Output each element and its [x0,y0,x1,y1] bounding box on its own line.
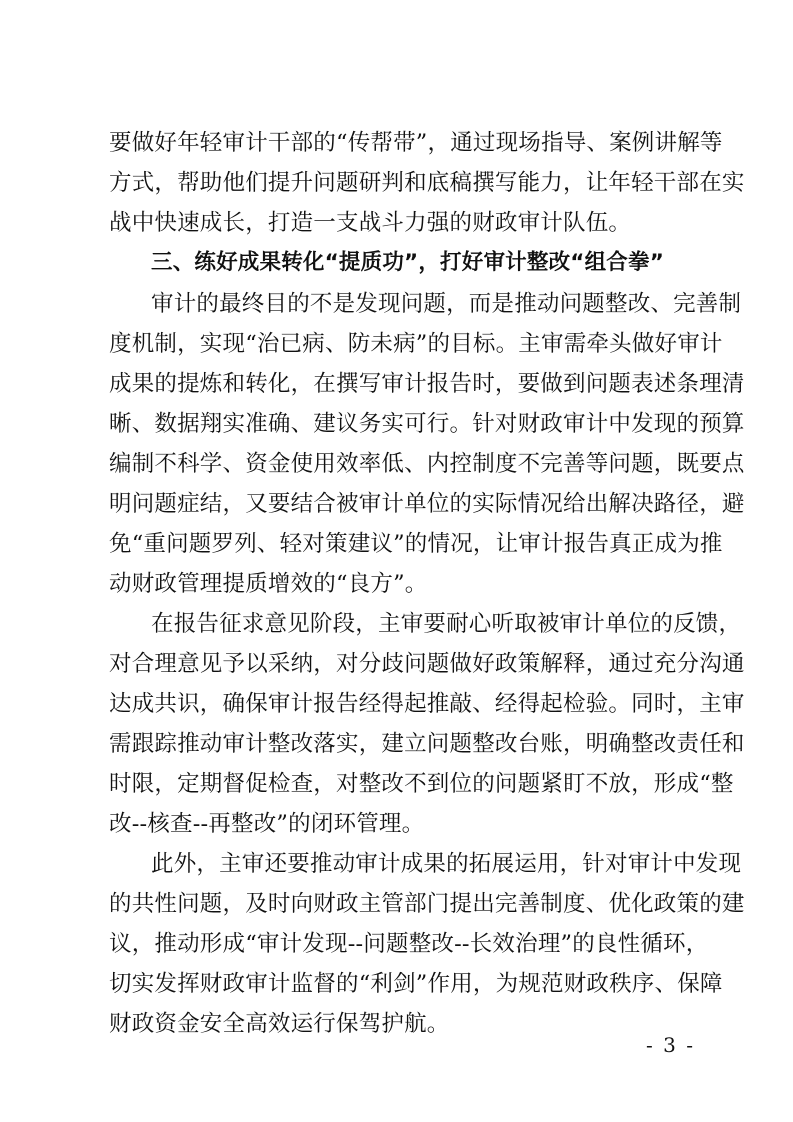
text-line: 要做好年轻审计干部的“传帮带”，通过现场指导、案例讲解等 [109,130,723,156]
text-line: 的共性问题，及时向财政主管部门提出完善制度、优化政策的建 [109,891,745,917]
page-number: - 3 - [646,1033,695,1057]
text-line: 切实发挥财政审计监督的“利剑”作用，为规范财政秩序、保障 [109,971,723,997]
text-line: 方式，帮助他们提升问题研判和底稿撰写能力，让年轻干部在实 [109,170,745,196]
text-line: 财政资金安全高效运行保驾护航。 [109,1011,450,1037]
text-line: 晰、数据翔实准确、建议务实可行。针对财政审计中发现的预算 [109,411,745,437]
text-line: 对合理意见予以采纳，对分歧问题做好政策解释，通过充分沟通 [109,651,745,677]
text-line: 成果的提炼和转化，在撰写审计报告时，要做到问题表述条理清 [109,371,745,397]
text-line: 明问题症结，又要结合被审计单位的实际情况给出解决路径，避 [109,491,745,517]
text-line: 此外，主审还要推动审计成果的拓展运用，针对审计中发现 [151,851,742,877]
text-line: 议，推动形成“审计发现--问题整改--长效治理”的良性循环， [109,931,709,957]
text-line: 改--核查--再整改”的闭环管理。 [109,811,425,837]
text-line: 时限，定期督促检查，对整改不到位的问题紧盯不放，形成“整 [109,771,734,797]
section-heading: 三、练好成果转化“提质功”，打好审计整改“组合拳” [151,250,665,275]
text-line: 审计的最终目的不是发现问题，而是推动问题整改、完善制 [151,291,742,317]
text-line: 需跟踪推动审计整改落实，建立问题整改台账，明确整改责任和 [109,731,745,757]
text-line: 免“重问题罗列、轻对策建议”的情况，让审计报告真正成为推 [109,531,723,557]
text-line: 度机制，实现“治已病、防未病”的目标。主审需牵头做好审计 [109,331,723,357]
text-line: 在报告征求意见阶段，主审要耐心听取被审计单位的反馈， [151,611,742,637]
text-line: 战中快速成长，打造一支战斗力强的财政审计队伍。 [109,210,632,236]
text-line: 编制不科学、资金使用效率低、内控制度不完善等问题，既要点 [109,451,745,477]
text-line: 达成共识，确保审计报告经得起推敲、经得起检验。同时，主审 [109,691,745,717]
text-line: 动财政管理提质增效的“良方”。 [109,571,428,597]
